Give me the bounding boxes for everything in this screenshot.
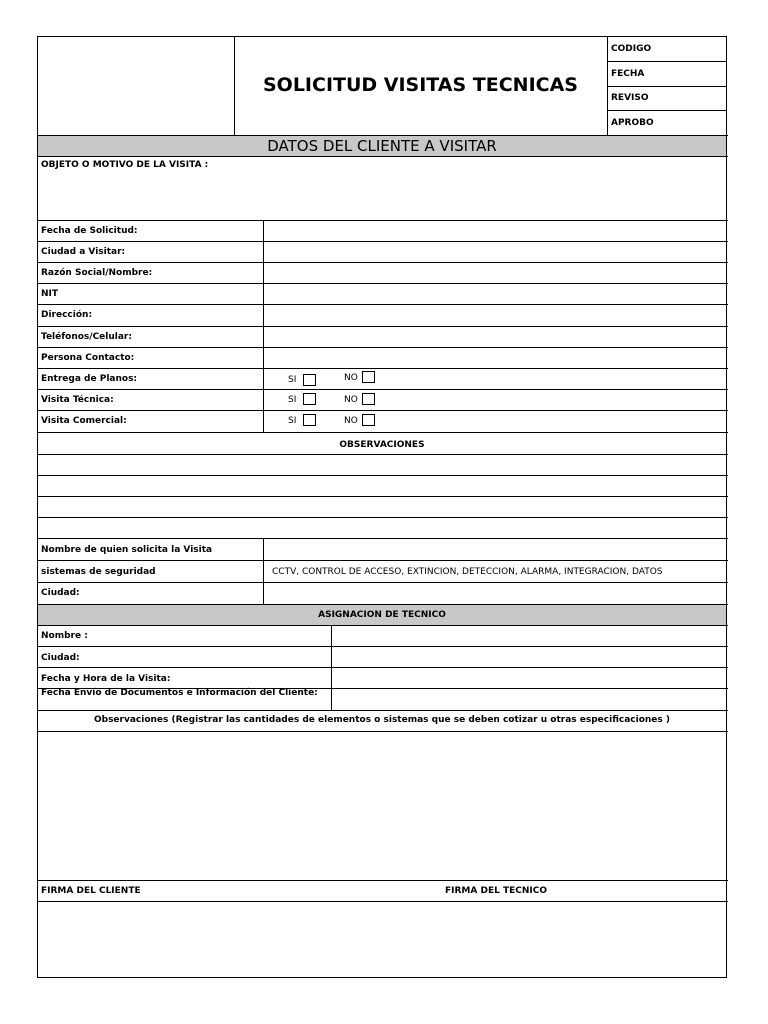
meta-codigo: CODIGO <box>611 44 652 54</box>
motivo-field[interactable] <box>38 171 726 220</box>
input-tecnico-nombre[interactable] <box>332 626 726 646</box>
si-label: SI <box>288 375 297 385</box>
field-label-fecha-solicitud: Fecha de Solicitud: <box>41 226 138 236</box>
tecnico-nombre-label: Nombre : <box>41 631 88 641</box>
check-label-entrega-planos: Entrega de Planos: <box>41 374 138 384</box>
row-line-thick <box>38 432 728 433</box>
si-label: SI <box>288 395 297 405</box>
visita-comercial-si-checkbox[interactable] <box>303 414 316 426</box>
input-telefonos[interactable] <box>264 327 726 347</box>
input-fecha-envio-documentos[interactable] <box>332 689 726 709</box>
visita-tecnica-no-checkbox[interactable] <box>362 393 375 405</box>
row-line <box>38 880 728 881</box>
tecnico-observaciones-label: Observaciones (Registrar las cantidades de elementos o sistemas que se deben cotizar u otras especificaciones ) <box>93 715 670 725</box>
observaciones-title: OBSERVACIONES <box>339 440 425 450</box>
row-line <box>38 410 728 411</box>
meta-line-2 <box>607 86 727 87</box>
meta-fecha: FECHA <box>611 69 645 79</box>
sistemas-seguridad-label: sistemas de seguridad <box>41 567 156 577</box>
input-ciudad[interactable] <box>264 583 726 603</box>
check-label-visita-comercial: Visita Comercial: <box>41 416 127 426</box>
input-tecnico-ciudad[interactable] <box>332 647 726 667</box>
firma-area[interactable] <box>38 902 726 977</box>
input-nit[interactable] <box>264 284 726 304</box>
document-title: SOLICITUD VISITAS TECNICAS <box>262 74 578 96</box>
input-nombre-solicita[interactable] <box>264 539 726 560</box>
field-label-telefonos: Teléfonos/Celular: <box>41 332 132 342</box>
motivo-label: OBJETO O MOTIVO DE LA VISITA : <box>41 160 209 170</box>
field-label-nit: NIT <box>41 289 59 299</box>
client-section-title: DATOS DEL CLIENTE A VISITAR <box>267 137 497 155</box>
row-line <box>38 368 728 369</box>
si-label: SI <box>288 416 297 426</box>
row-line-thick <box>38 560 728 561</box>
no-label: NO <box>344 416 358 426</box>
tecnico-section-title: ASIGNACION DE TECNICO <box>318 610 446 620</box>
meta-line-3 <box>607 110 727 111</box>
visita-tecnica-si-checkbox[interactable] <box>303 393 316 405</box>
observaciones-line-4[interactable] <box>38 518 726 538</box>
tecnico-ciudad-label: Ciudad: <box>41 653 80 663</box>
input-fecha-solicitud[interactable] <box>264 221 726 241</box>
no-label: NO <box>344 395 358 405</box>
field-label-ciudad-visitar: Ciudad a Visitar: <box>41 247 126 257</box>
entrega-planos-si-checkbox[interactable] <box>303 374 316 386</box>
field-label-direccion: Dirección: <box>41 310 93 320</box>
ciudad-label: Ciudad: <box>41 588 80 598</box>
row-line <box>38 710 728 711</box>
meta-line-1 <box>607 61 727 62</box>
firma-cliente-label: FIRMA DEL CLIENTE <box>41 886 141 896</box>
check-label-visita-tecnica: Visita Técnica: <box>41 395 114 405</box>
firma-tecnico-label: FIRMA DEL TECNICO <box>445 886 547 896</box>
input-fecha-hora-visita[interactable] <box>332 668 726 688</box>
meta-aprobo: APROBO <box>611 118 654 128</box>
entrega-planos-no-checkbox[interactable] <box>362 371 375 383</box>
fecha-hora-visita-label: Fecha y Hora de la Visita: <box>41 674 171 684</box>
input-direccion[interactable] <box>264 305 726 325</box>
tecnico-observaciones-area[interactable] <box>38 732 726 880</box>
no-label: NO <box>344 373 358 383</box>
field-label-razon-social: Razón Social/Nombre: <box>41 268 153 278</box>
input-razon-social[interactable] <box>264 263 726 283</box>
line-banner-bottom <box>38 156 728 157</box>
row-line <box>38 389 728 390</box>
observaciones-line-3[interactable] <box>38 497 726 517</box>
visita-comercial-no-checkbox[interactable] <box>362 414 375 426</box>
meta-reviso: REVISO <box>611 93 649 103</box>
input-ciudad-visitar[interactable] <box>264 242 726 262</box>
sistemas-seguridad-value: CCTV, CONTROL DE ACCESO, EXTINCION, DETECCION, ALARMA, INTEGRACION, DATOS <box>272 567 663 577</box>
fecha-envio-documentos-label: Fecha Envío de Documentos e Información del Cliente: <box>41 688 318 698</box>
visit-request-form <box>37 36 727 978</box>
nombre-solicita-label: Nombre de quien solicita la Visita <box>41 545 213 555</box>
input-persona-contacto[interactable] <box>264 348 726 368</box>
logo-area <box>38 37 234 135</box>
observaciones-line-1[interactable] <box>38 455 726 475</box>
field-label-persona-contacto: Persona Contacto: <box>41 353 135 363</box>
observaciones-line-2[interactable] <box>38 476 726 496</box>
